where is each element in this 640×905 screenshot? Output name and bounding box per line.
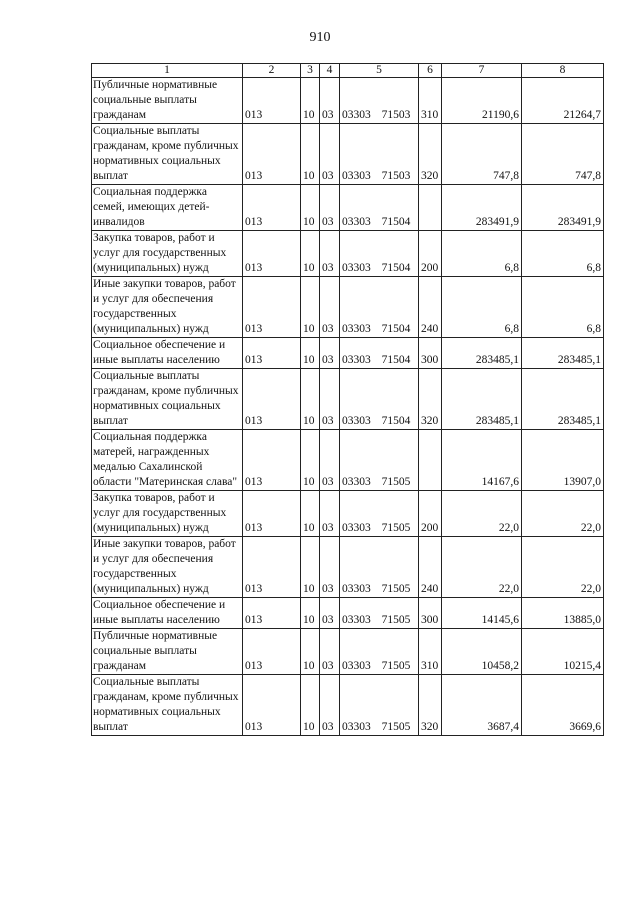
cell-amount-col7: 283485,1 bbox=[442, 369, 522, 430]
cell-section: 10 bbox=[301, 338, 320, 369]
cell-ministry: 013 bbox=[243, 277, 301, 338]
cell-subsection: 03 bbox=[320, 491, 340, 537]
table-row bbox=[92, 231, 604, 277]
cell-ministry: 013 bbox=[243, 338, 301, 369]
table-row bbox=[92, 124, 604, 185]
cell-amount-col7: 14145,6 bbox=[442, 598, 522, 629]
row-name: Закупка товаров, работ и услуг для государственных (муниципальных) нужд bbox=[92, 231, 243, 277]
cell-amount-col8: 747,8 bbox=[522, 124, 604, 185]
cell-target-article: 03303 71505 bbox=[340, 430, 419, 491]
cell-target-article: 03303 71504 bbox=[340, 185, 419, 231]
cell-ministry: 013 bbox=[243, 124, 301, 185]
row-name: Публичные нормативные социальные выплаты гражданам bbox=[92, 629, 243, 675]
row-name: Социальное обеспечение и иные выплаты населению bbox=[92, 338, 243, 369]
cell-subsection: 03 bbox=[320, 430, 340, 491]
table-row bbox=[92, 491, 604, 537]
cell-section: 10 bbox=[301, 537, 320, 598]
table-row bbox=[92, 598, 604, 629]
column-header: 1 bbox=[92, 64, 243, 78]
table-row bbox=[92, 369, 604, 430]
cell-ministry: 013 bbox=[243, 430, 301, 491]
cell-subsection: 03 bbox=[320, 124, 340, 185]
table-row bbox=[92, 537, 604, 598]
cell-amount-col7: 6,8 bbox=[442, 231, 522, 277]
cell-amount-col7: 6,8 bbox=[442, 277, 522, 338]
cell-subsection: 03 bbox=[320, 78, 340, 124]
row-name: Социальная поддержка матерей, награжденных медалью Сахалинской области "Материнская слава" bbox=[92, 430, 243, 491]
cell-amount-col7: 283491,9 bbox=[442, 185, 522, 231]
cell-expense-type: 320 bbox=[419, 369, 442, 430]
row-name: Социальные выплаты гражданам, кроме публичных нормативных социальных выплат bbox=[92, 675, 243, 736]
cell-amount-col7: 3687,4 bbox=[442, 675, 522, 736]
cell-subsection: 03 bbox=[320, 598, 340, 629]
cell-amount-col8: 283491,9 bbox=[522, 185, 604, 231]
column-header: 7 bbox=[442, 64, 522, 78]
cell-target-article: 03303 71504 bbox=[340, 231, 419, 277]
cell-amount-col7: 10458,2 bbox=[442, 629, 522, 675]
cell-amount-col8: 21264,7 bbox=[522, 78, 604, 124]
cell-target-article: 03303 71503 bbox=[340, 78, 419, 124]
table-row bbox=[92, 629, 604, 675]
cell-target-article: 03303 71505 bbox=[340, 537, 419, 598]
cell-amount-col8: 283485,1 bbox=[522, 369, 604, 430]
column-header: 8 bbox=[522, 64, 604, 78]
cell-amount-col8: 6,8 bbox=[522, 231, 604, 277]
cell-expense-type bbox=[419, 185, 442, 231]
cell-amount-col8: 13907,0 bbox=[522, 430, 604, 491]
cell-expense-type: 200 bbox=[419, 491, 442, 537]
cell-subsection: 03 bbox=[320, 629, 340, 675]
cell-expense-type: 310 bbox=[419, 629, 442, 675]
cell-target-article: 03303 71505 bbox=[340, 629, 419, 675]
cell-section: 10 bbox=[301, 185, 320, 231]
cell-expense-type: 240 bbox=[419, 537, 442, 598]
cell-target-article: 03303 71504 bbox=[340, 277, 419, 338]
cell-ministry: 013 bbox=[243, 185, 301, 231]
row-name: Публичные нормативные социальные выплаты гражданам bbox=[92, 78, 243, 124]
table-row bbox=[92, 675, 604, 736]
cell-subsection: 03 bbox=[320, 277, 340, 338]
cell-amount-col8: 22,0 bbox=[522, 491, 604, 537]
row-name: Иные закупки товаров, работ и услуг для обеспечения государственных (муниципальных) нужд bbox=[92, 277, 243, 338]
cell-expense-type: 200 bbox=[419, 231, 442, 277]
cell-target-article: 03303 71505 bbox=[340, 491, 419, 537]
cell-section: 10 bbox=[301, 629, 320, 675]
budget-table bbox=[91, 63, 604, 736]
cell-ministry: 013 bbox=[243, 231, 301, 277]
cell-amount-col7: 14167,6 bbox=[442, 430, 522, 491]
table-row bbox=[92, 338, 604, 369]
cell-section: 10 bbox=[301, 491, 320, 537]
cell-amount-col8: 22,0 bbox=[522, 537, 604, 598]
cell-section: 10 bbox=[301, 430, 320, 491]
cell-subsection: 03 bbox=[320, 338, 340, 369]
column-header: 6 bbox=[419, 64, 442, 78]
cell-section: 10 bbox=[301, 369, 320, 430]
row-name: Социальные выплаты гражданам, кроме публичных нормативных социальных выплат bbox=[92, 124, 243, 185]
cell-ministry: 013 bbox=[243, 675, 301, 736]
cell-subsection: 03 bbox=[320, 231, 340, 277]
cell-section: 10 bbox=[301, 124, 320, 185]
cell-target-article: 03303 71505 bbox=[340, 598, 419, 629]
cell-amount-col8: 10215,4 bbox=[522, 629, 604, 675]
column-header: 5 bbox=[340, 64, 419, 78]
cell-section: 10 bbox=[301, 598, 320, 629]
cell-amount-col7: 283485,1 bbox=[442, 338, 522, 369]
row-name: Закупка товаров, работ и услуг для государственных (муниципальных) нужд bbox=[92, 491, 243, 537]
cell-amount-col8: 283485,1 bbox=[522, 338, 604, 369]
cell-section: 10 bbox=[301, 78, 320, 124]
cell-amount-col8: 3669,6 bbox=[522, 675, 604, 736]
cell-expense-type: 300 bbox=[419, 338, 442, 369]
column-header: 2 bbox=[243, 64, 301, 78]
cell-section: 10 bbox=[301, 231, 320, 277]
cell-expense-type: 300 bbox=[419, 598, 442, 629]
column-header: 3 bbox=[301, 64, 320, 78]
cell-ministry: 013 bbox=[243, 78, 301, 124]
table-row bbox=[92, 430, 604, 491]
cell-target-article: 03303 71505 bbox=[340, 675, 419, 736]
row-name: Социальное обеспечение и иные выплаты населению bbox=[92, 598, 243, 629]
row-name: Иные закупки товаров, работ и услуг для обеспечения государственных (муниципальных) нужд bbox=[92, 537, 243, 598]
column-header: 4 bbox=[320, 64, 340, 78]
cell-expense-type bbox=[419, 430, 442, 491]
cell-amount-col8: 13885,0 bbox=[522, 598, 604, 629]
cell-ministry: 013 bbox=[243, 369, 301, 430]
header-row bbox=[92, 64, 604, 78]
table-row bbox=[92, 78, 604, 124]
cell-ministry: 013 bbox=[243, 629, 301, 675]
cell-expense-type: 320 bbox=[419, 675, 442, 736]
cell-subsection: 03 bbox=[320, 185, 340, 231]
cell-target-article: 03303 71504 bbox=[340, 369, 419, 430]
cell-target-article: 03303 71503 bbox=[340, 124, 419, 185]
cell-amount-col7: 747,8 bbox=[442, 124, 522, 185]
row-name: Социальная поддержка семей, имеющих детей-инвалидов bbox=[92, 185, 243, 231]
page-number: 910 bbox=[309, 30, 331, 45]
row-name: Социальные выплаты гражданам, кроме публичных нормативных социальных выплат bbox=[92, 369, 243, 430]
table-row bbox=[92, 185, 604, 231]
cell-expense-type: 320 bbox=[419, 124, 442, 185]
cell-subsection: 03 bbox=[320, 537, 340, 598]
cell-subsection: 03 bbox=[320, 675, 340, 736]
table-row bbox=[92, 277, 604, 338]
cell-target-article: 03303 71504 bbox=[340, 338, 419, 369]
cell-ministry: 013 bbox=[243, 537, 301, 598]
cell-amount-col7: 21190,6 bbox=[442, 78, 522, 124]
cell-section: 10 bbox=[301, 675, 320, 736]
cell-ministry: 013 bbox=[243, 491, 301, 537]
cell-section: 10 bbox=[301, 277, 320, 338]
cell-expense-type: 310 bbox=[419, 78, 442, 124]
cell-subsection: 03 bbox=[320, 369, 340, 430]
cell-amount-col7: 22,0 bbox=[442, 537, 522, 598]
cell-amount-col8: 6,8 bbox=[522, 277, 604, 338]
cell-ministry: 013 bbox=[243, 598, 301, 629]
cell-expense-type: 240 bbox=[419, 277, 442, 338]
cell-amount-col7: 22,0 bbox=[442, 491, 522, 537]
